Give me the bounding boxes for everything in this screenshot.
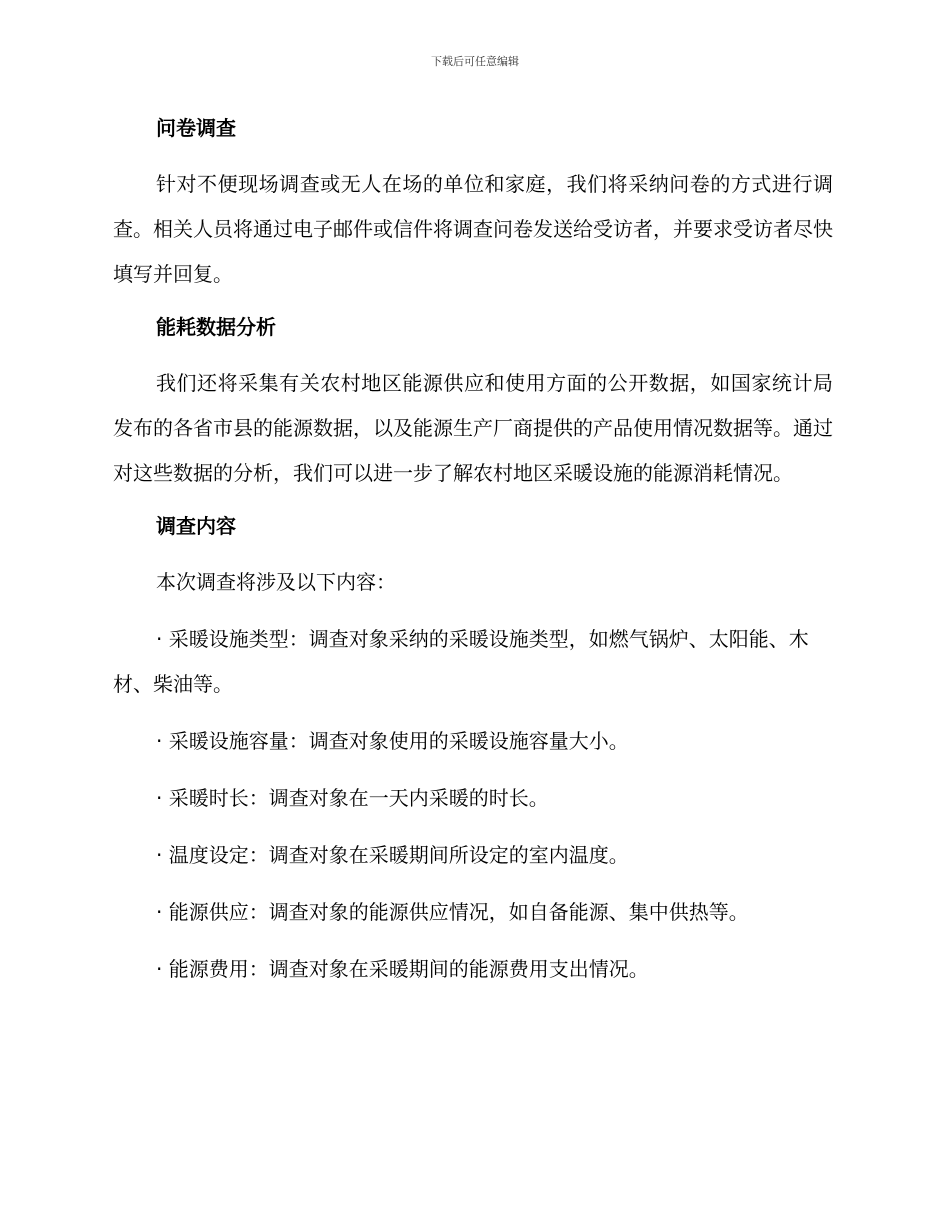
list-item: · 采暖时长：调查对象在一天内采暖的时长。: [156, 786, 549, 810]
list-item: · 能源供应：调查对象的能源供应情况，如自备能源、集中供热等。: [156, 900, 749, 924]
list-item: · 能源费用：调查对象在采暖期间的能源费用支出情况。: [156, 957, 649, 981]
section-heading-questionnaire: 问卷调查: [156, 116, 236, 140]
list-item: · 温度设定：调查对象在采暖期间所设定的室内温度。: [156, 843, 629, 867]
document-body: [113, 112, 833, 992]
list-item: · 采暖设施容量：调查对象使用的采暖设施容量大小。: [156, 729, 629, 753]
section-heading-survey-content: 调查内容: [156, 514, 236, 538]
section-paragraph-questionnaire: 针对不便现场调查或无人在场的单位和家庭，我们将采纳问卷的方式进行调查。相关人员将通过电子邮件或信件将调查问卷发送给受访者，并要求受访者尽快填写并回复。: [113, 172, 833, 286]
list-item: · 采暖设施类型：调查对象采纳的采暖设施类型，如燃气锅炉、太阳能、木材、柴油等。: [113, 627, 809, 696]
section-heading-energy-analysis: 能耗数据分析: [156, 315, 276, 339]
page-header: 下载后可任意编辑: [431, 55, 519, 68]
section-paragraph-survey-content: 本次调查将涉及以下内容：: [156, 570, 396, 594]
section-paragraph-energy-analysis: 我们还将采集有关农村地区能源供应和使用方面的公开数据，如国家统计局发布的各省市县的能源数据，以及能源生产厂商提供的产品使用情况数据等。通过对这些数据的分析，我们可以进一步了解农村地区采暖设施的能源消耗情况。: [113, 371, 833, 485]
